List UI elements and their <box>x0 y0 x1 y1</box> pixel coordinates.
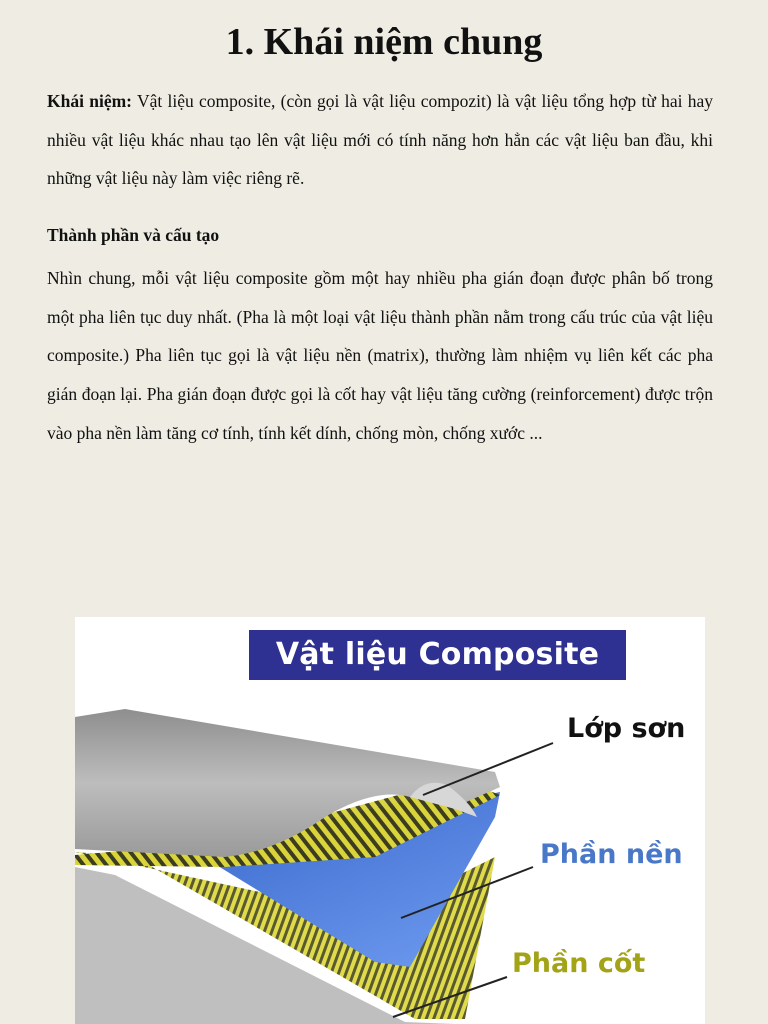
label-reinforcement: Phần cốt <box>512 948 646 979</box>
figure-title: Vật liệu Composite <box>249 630 626 680</box>
concept-text: Vật liệu composite, (còn gọi là vật liệu compozit) là vật liệu tổng hợp từ hai hay nhiều vật liệu khác nhau tạo lên vật liệu mới có tính năng hơn hẳn các vật liệu ban đầu, khi những vật liệu này làm việc riêng rẽ. <box>47 91 714 189</box>
page-title: 1. Khái niệm chung <box>225 21 543 63</box>
composite-figure <box>75 617 705 1024</box>
label-matrix: Phần nền <box>540 839 683 870</box>
section-heading: Thành phần và cấu tạo <box>47 225 220 245</box>
section-paragraph: Nhìn chung, mỗi vật liệu composite gồm một hay nhiều pha gián đoạn được phân bố trong một pha liên tục duy nhất. (Pha là một loại vật liệu thành phần nằm trong cấu trúc của vật liệu composite.) Pha liên tục gọi là vật liệu nền (matrix), thường làm nhiệm vụ liên kết các pha gián đoạn lại. Pha gián đoạn được gọi là cốt hay vật liệu tăng cường (reinforcement) được trộn vào pha nền làm tăng cơ tính, tính kết dính, chống mòn, chống xước ... <box>47 268 713 443</box>
concept-paragraph <box>47 82 713 198</box>
concept-label: Khái niệm: <box>47 91 133 111</box>
label-paint-layer: Lớp sơn <box>567 713 686 744</box>
